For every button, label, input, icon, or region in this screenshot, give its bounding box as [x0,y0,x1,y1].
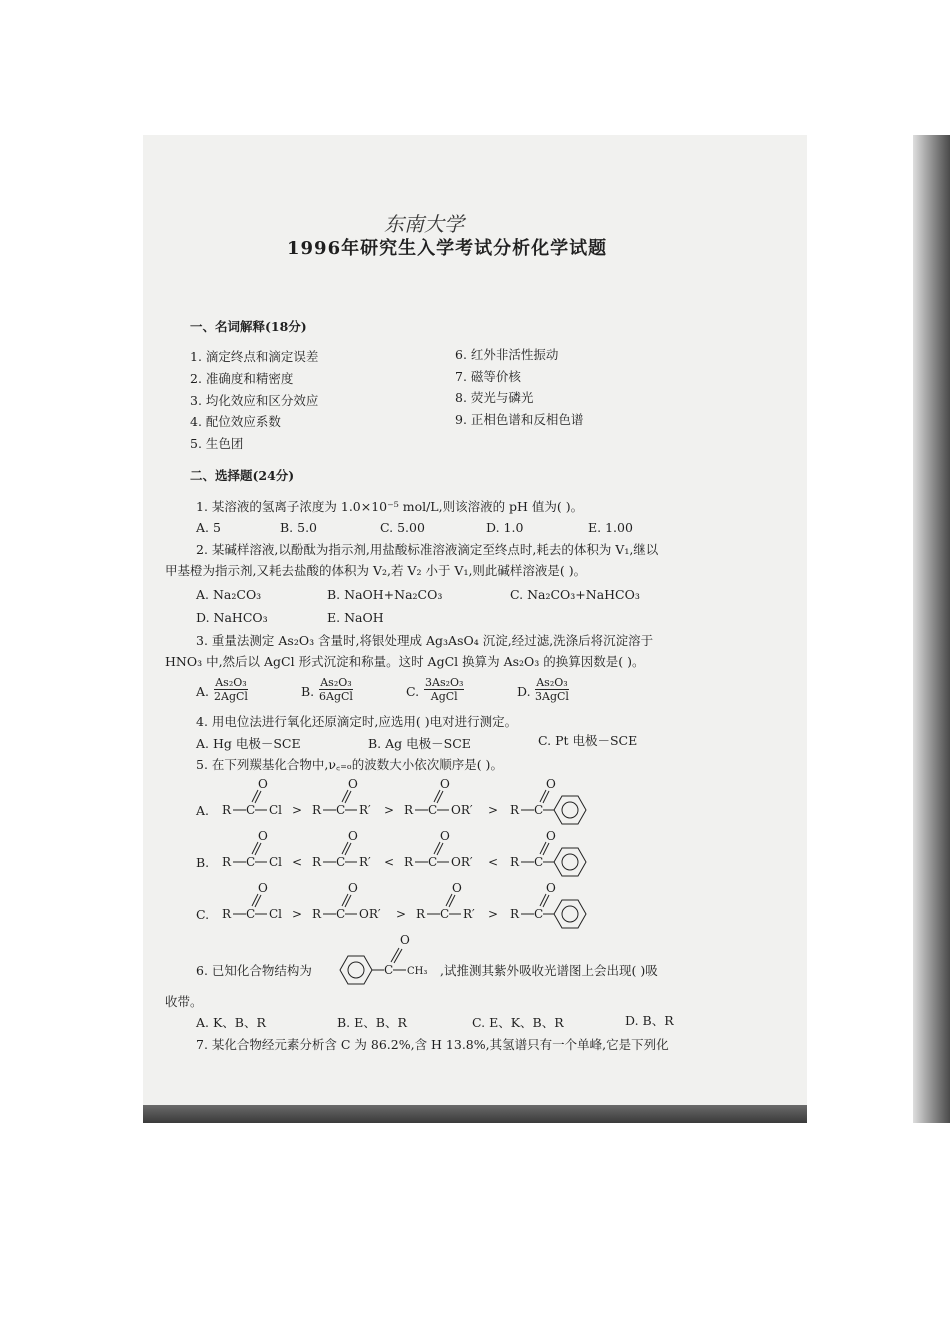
benzene-ring-icon [554,848,586,876]
q4-option-a: A. Hg 电极－SCE [196,736,301,751]
comparison-operator: < [384,855,395,869]
fraction-numerator: 3As₂O₃ [425,676,464,689]
question-6-stem-post: ,试推测其紫外吸收光谱图上会出现( )吸 [440,963,658,978]
r-label: R [312,803,322,817]
section1-heading: 一、名词解释(18分) [190,319,307,334]
question-7-stem: 7. 某化合物经元素分析含 C 为 86.2%,含 H 13.8%,其氢谱只有一个单峰,它是下列化 [196,1037,669,1052]
comparison-operator: < [488,855,499,869]
fraction-denominator: 3AgCl [535,690,569,703]
o-label: O [546,829,556,843]
c-label: C [428,855,438,869]
r-label: R [404,855,414,869]
c-label: C [336,803,346,817]
question-2-stem-line2: 甲基橙为指示剂,又耗去盐酸的体积为 V₂,若 V₂ 小于 V₁,则此碱样溶液是( )。 [165,563,587,578]
substituent-label: OR′ [451,803,473,817]
term-item: 6. 红外非活性振动 [455,347,559,362]
o-label: O [258,881,268,895]
question-1-stem: 1. 某溶液的氢离子浓度为 1.0×10⁻⁵ mol/L,则该溶液的 pH 值为( )。 [196,499,584,514]
q5-row-b-structures [222,829,602,876]
carbonyl-compound [312,777,371,817]
carbonyl-compound [222,881,282,921]
question-6-stem-line2: 收带。 [165,994,203,1009]
r-label: R [416,907,426,921]
fraction-denominator: AgCl [430,690,458,703]
substituent-label: Cl [269,855,283,869]
q6-option-b: B. E、B、R [337,1015,407,1030]
term-item: 9. 正相色谱和反相色谱 [455,412,584,427]
c-label: C [440,907,450,921]
q6-option-c: C. E、K、B、R [472,1015,564,1030]
q3-option-c-letter: C. [406,684,420,699]
question-3-stem-line1: 3. 重量法测定 As₂O₃ 含量时,将银处理成 Ag₃AsO₄ 沉淀,经过滤,洗涤后将沉淀溶于 [196,633,654,648]
q2-option-e: E. NaOH [327,610,384,625]
fraction-denominator: 6AgCl [319,690,353,703]
fraction-numerator: As₂O₃ [320,676,352,689]
substituent-label: OR′ [451,855,473,869]
substituent-label: R′ [359,855,371,869]
carbonyl-compound [404,829,473,869]
o-label: O [546,881,556,895]
question-3-stem-line2: HNO₃ 中,然后以 AgCl 形式沉淀和称量。这时 AgCl 换算为 As₂O₃ 的换算因数是( )。 [165,654,645,669]
r-label: R [222,907,232,921]
o-label: O [348,777,358,791]
o-label: O [348,881,358,895]
q5-option-a-letter: A. [196,803,210,818]
term-item: 8. 荧光与磷光 [455,390,534,405]
r-label: R [404,803,414,817]
r-label: R [510,803,520,817]
q1-option-a: A. 5 [196,520,221,535]
o-label: O [258,829,268,843]
term-item: 2. 准确度和精密度 [190,371,294,386]
substituent-label: OR′ [359,907,381,921]
substituent-label: R′ [463,907,475,921]
question-4-stem: 4. 用电位法进行氧化还原滴定时,应选用( )电对进行测定。 [196,714,518,729]
question-6-stem-pre: 6. 已知化合物结构为 [196,963,312,978]
c-label: C [534,855,544,869]
q4-option-b: B. Ag 电极－SCE [368,736,471,751]
c-label: C [336,907,346,921]
carbonyl-compound [510,881,586,928]
q3-option-a-fraction [214,676,248,703]
q1-option-c: C. 5.00 [380,520,425,535]
substituent-label: Cl [269,907,283,921]
term-item: 1. 滴定终点和滴定误差 [190,349,319,364]
comparison-operator: > [292,907,303,921]
comparison-operator: > [292,803,303,817]
carbonyl-compound [416,881,475,921]
q5-row-a-structures [222,777,602,824]
comparison-operator: > [384,803,395,817]
comparison-operator: > [488,803,499,817]
q6-option-a: A. K、B、R [196,1015,266,1030]
fraction-numerator: As₂O₃ [215,676,247,689]
carbonyl-o-label: O [400,933,410,947]
term-item: 7. 磁等价核 [455,369,521,384]
substituent-label: Cl [269,803,283,817]
methyl-label: CH₃ [407,966,428,977]
q3-option-b-fraction [319,676,353,703]
q5-option-b-letter: B. [196,855,210,870]
carbonyl-compound [222,777,282,817]
carbonyl-compound [510,829,586,876]
q3-option-d-fraction [535,676,569,703]
r-label: R [510,907,520,921]
c-label: C [246,907,256,921]
r-label: R [222,855,232,869]
comparison-operator: > [396,907,407,921]
r-label: R [222,803,232,817]
acetophenone-structure [336,932,446,986]
c-label: C [336,855,346,869]
handwritten-school-name: 东南大学 [384,212,464,236]
q5-row-c-structures [222,881,602,928]
section2-heading: 二、选择题(24分) [190,468,295,483]
question-5-stem: 5. 在下列羰基化合物中,ν꜀₌ₒ的波数大小依次顺序是( )。 [196,757,503,772]
q2-option-c: C. Na₂CO₃+NaHCO₃ [510,587,640,602]
benzene-ring-icon [554,900,586,928]
fraction-numerator: As₂O₃ [536,676,568,689]
benzene-ring-icon [340,956,372,984]
q3-option-b-letter: B. [301,684,315,699]
o-label: O [440,777,450,791]
term-item: 5. 生色团 [190,436,244,451]
q1-option-e: E. 1.00 [588,520,633,535]
q3-option-d-letter: D. [517,684,531,699]
carbonyl-compound [404,777,473,817]
o-label: O [546,777,556,791]
c-label: C [428,803,438,817]
carbonyl-compound [312,829,371,869]
question-2-stem-line1: 2. 某碱样溶液,以酚酞为指示剂,用盐酸标准溶液滴定至终点时,耗去的体积为 V₁,继以 [196,542,659,557]
q5-option-c-letter: C. [196,907,210,922]
benzene-ring-icon [554,796,586,824]
carbonyl-compound [510,777,586,824]
c-label: C [246,803,256,817]
comparison-operator: > [488,907,499,921]
scan-shadow-bottom [143,1105,807,1123]
term-item: 3. 均化效应和区分效应 [190,393,319,408]
q3-option-a-letter: A. [196,684,210,699]
c-label: C [534,803,544,817]
carbonyl-compound [312,881,381,921]
o-label: O [440,829,450,843]
scan-shadow-edge [913,135,950,1123]
term-item: 4. 配位效应系数 [190,414,281,429]
q2-option-b: B. NaOH+Na₂CO₃ [327,587,443,602]
comparison-operator: < [292,855,303,869]
o-label: O [348,829,358,843]
fraction-denominator: 2AgCl [214,690,248,703]
q1-option-d: D. 1.0 [486,520,524,535]
q1-option-b: B. 5.0 [280,520,318,535]
q6-option-d: D. B、R [625,1013,674,1028]
o-label: O [452,881,462,895]
q3-option-c-fraction [424,676,464,703]
r-label: R [312,907,322,921]
carbonyl-c-label: C [384,963,394,977]
q2-option-a: A. Na₂CO₃ [196,587,262,602]
q4-option-c: C. Pt 电极－SCE [538,733,638,748]
r-label: R [312,855,322,869]
r-label: R [510,855,520,869]
c-label: C [534,907,544,921]
carbonyl-compound [222,829,282,869]
c-label: C [246,855,256,869]
substituent-label: R′ [359,803,371,817]
q2-option-d: D. NaHCO₃ [196,610,268,625]
exam-title: 1996年研究生入学考试分析化学试题 [287,238,608,259]
o-label: O [258,777,268,791]
